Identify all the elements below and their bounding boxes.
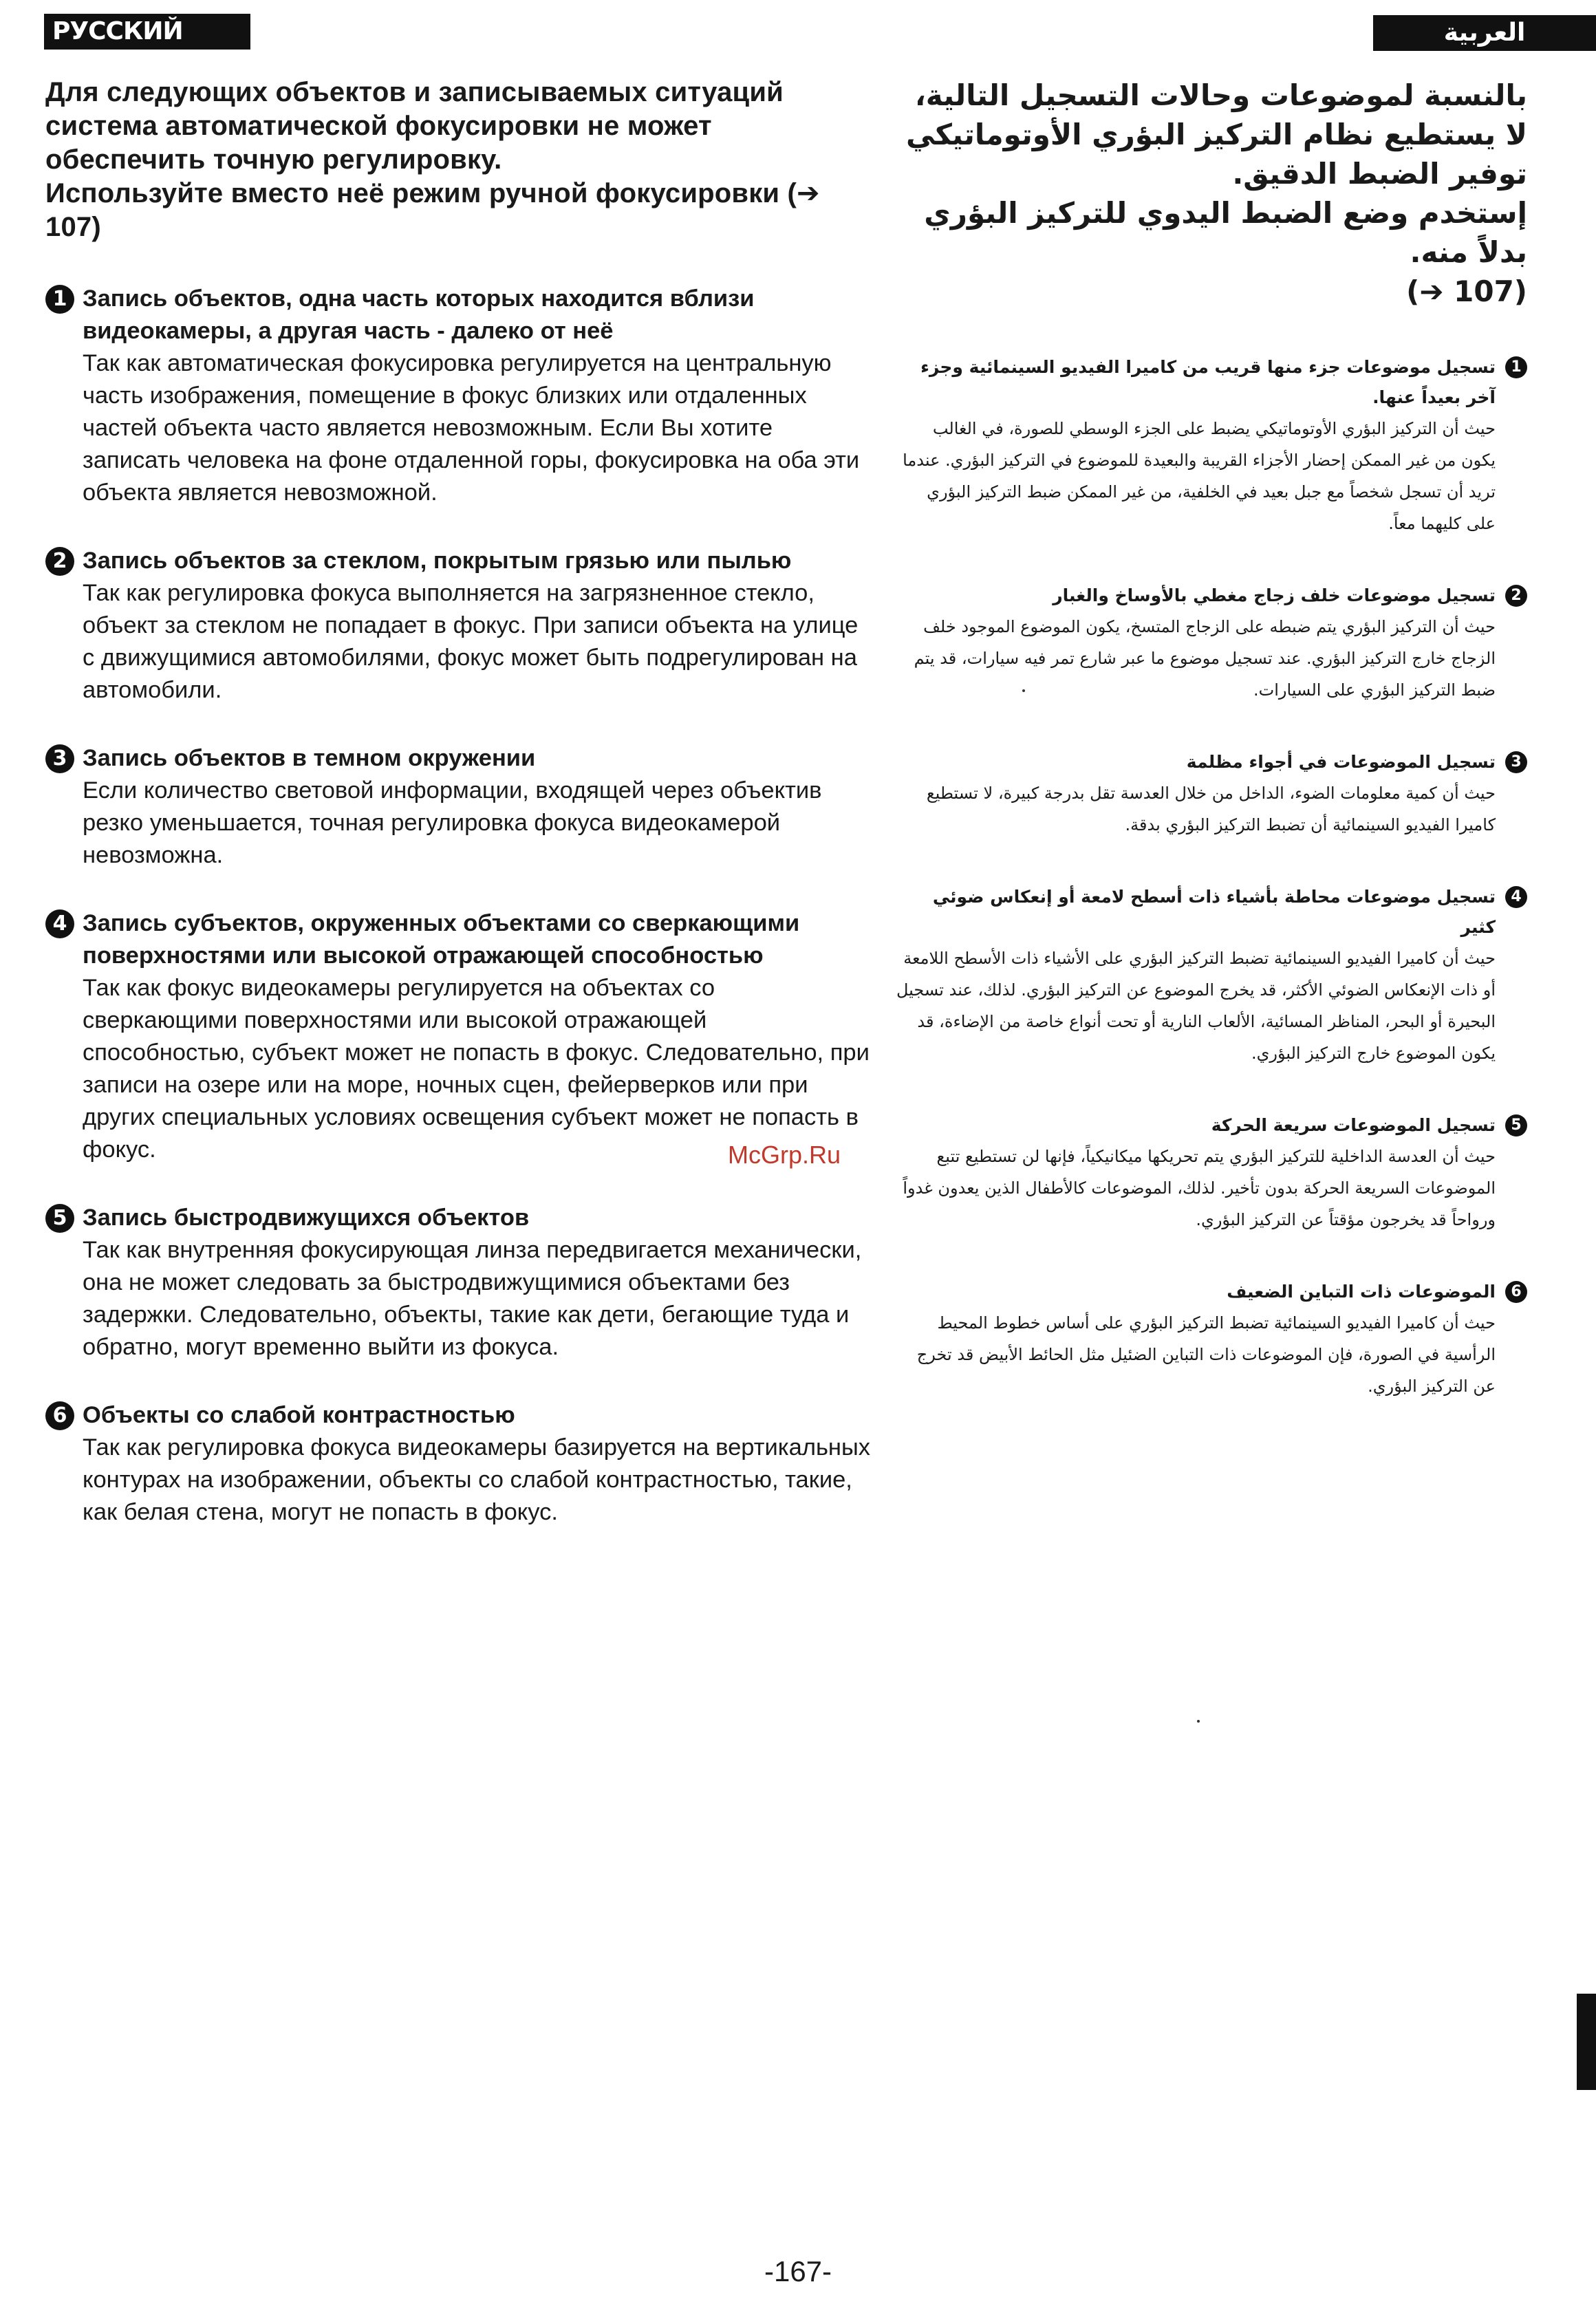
arabic-intro-line-2: إستخدم وضع الضبط اليدوي للتركيز البؤري بدلاً منه. (924, 196, 1527, 269)
arabic-intro (894, 76, 1527, 272)
arabic-section-6 (894, 1277, 1527, 1402)
section-title: تسجيل الموضوعات سريعة الحركة (1211, 1115, 1496, 1135)
section-body: حيث أن كاميرا الفيديو السينمائية تضبط التركيز البؤري على الأشياء ذات الأسطح اللامعة أو ذات الإنعكاس الضوئي الأكثر، قد يخرج الموضوع عن التركيز البؤري. لذلك، عند تسجيل البحيرة أو البحر، المناظر المسائية، الألعاب النارية أو تحت أنواع خاصة من الإضاءة، قد يكون الموضوع خارج التركيز البؤري. (896, 949, 1496, 1063)
section-title: Запись объектов за стеклом, покрытым грязью или пылью (83, 548, 792, 574)
russian-intro-line-2: Используйте вместо неё режим ручной фокусировки (➔ 107) (45, 178, 820, 242)
number-6-icon: 6 (45, 1401, 74, 1430)
arabic-language-tab: العربية (1373, 15, 1596, 51)
section-title: Запись субъектов, окруженных объектами со сверкающими поверхностями или высокой отражающей способностью (83, 910, 800, 969)
number-5-icon: 5 (1505, 1114, 1527, 1136)
russian-intro-line-1: Для следующих объектов и записываемых ситуаций система автоматической фокусировки не может обеспечить точную регулировку. (45, 77, 784, 175)
number-4-icon: 4 (1505, 886, 1527, 908)
number-5-icon: 5 (45, 1204, 74, 1233)
russian-section-3 (45, 742, 871, 872)
section-title: تسجيل موضوعات جزء منها قريب من كاميرا الفيديو السينمائية وجزء آخر بعيداً عنها. (920, 357, 1496, 407)
section-body: حيث أن التركيز البؤري يتم ضبطه على الزجاج المتسخ، يكون الموضوع الموجود خلف الزجاج خارج التركيز البؤري. عند تسجيل موضوع ما عبر شارع تمر فيه سيارات، قد يتم ضبط التركيز البؤري على السيارات. (914, 617, 1496, 700)
section-body: Так как регулировка фокуса видеокамеры базируется на вертикальных контурах на изображении, объекты со слабой контрастностью, такие, как белая стена, могут не попасть в фокус. (83, 1434, 871, 1525)
arabic-section-5 (894, 1110, 1527, 1236)
section-title: تسجيل الموضوعات في أجواء مظلمة (1186, 752, 1496, 772)
watermark: McGrp.Ru (728, 1141, 841, 1169)
number-2-icon: 2 (1505, 585, 1527, 607)
section-title: تسجيل موضوعات خلف زجاج مغطي بالأوساخ والغبار (1053, 585, 1496, 605)
number-3-icon: 3 (1505, 751, 1527, 773)
arabic-section-3 (894, 747, 1527, 841)
arabic-section-2 (894, 581, 1527, 706)
russian-section-1 (45, 283, 871, 509)
russian-section-2 (45, 545, 871, 707)
section-body: Так как фокус видеокамеры регулируется на объектах со сверкающими поверхностями или высокой отражающей способностью, субъект может не попасть в фокус. Следовательно, при записи на озере или на море, ночных сцен, фейерверков или при других специальных условиях освещения субъект может не попасть в фокус. (83, 975, 870, 1163)
section-title: Объекты со слабой контрастностью (83, 1402, 515, 1428)
russian-intro (45, 76, 871, 244)
section-body: Так как регулировка фокуса выполняется на загрязненное стекло, объект за стеклом не попадает в фокус. При записи объекта на улице с движущимися автомобилями, фокус может быть подрегулирован на автомобили. (83, 580, 859, 703)
print-speck (1197, 1720, 1200, 1723)
number-6-icon: 6 (1505, 1281, 1527, 1303)
russian-sections (45, 283, 871, 1529)
section-title: الموضوعات ذات التباين الضعيف (1227, 1282, 1496, 1302)
russian-column (45, 76, 871, 1564)
section-title: تسجيل موضوعات محاطة بأشياء ذات أسطح لامعة أو إنعكاس ضوئي كثير (932, 887, 1496, 937)
number-1-icon: 1 (45, 285, 74, 314)
arabic-section-1 (894, 352, 1527, 539)
section-title: Запись объектов в темном окружении (83, 745, 536, 771)
section-title: Запись объектов, одна часть которых находится вблизи видеокамеры, а другая часть - далеко от неё (83, 285, 755, 344)
arabic-intro-reference: (➔ 107) (1406, 274, 1527, 308)
russian-section-5 (45, 1202, 871, 1364)
section-body: Так как внутренняя фокусирующая линза передвигается механически, она не может следовать за быстродвижущимися объектами без задержки. Следовательно, объекты, такие как дети, бегающие туда и обратно, могут временно выйти из фокуса. (83, 1237, 862, 1360)
arabic-column (894, 76, 1527, 1443)
section-body: حيث أن التركيز البؤري الأوتوماتيكي يضبط على الجزء الوسطي للصورة، في الغالب يكون من غير الممكن إحضار الأجزاء القريبة والبعيدة للموضوع في التركيز البؤري. عندما تريد أن تسجل شخصاً مع جبل بعيد في الخلفية، من غير الممكن ضبط التركيز البؤري على كليهما معاً. (903, 419, 1496, 533)
page-number: -167- (764, 2255, 832, 2287)
number-1-icon: 1 (1505, 356, 1527, 378)
number-3-icon: 3 (45, 744, 74, 773)
russian-section-4 (45, 907, 871, 1166)
section-title: Запись быстродвижущихся объектов (83, 1205, 530, 1231)
russian-language-tab: РУССКИЙ ЯЗЫК (44, 14, 250, 50)
print-speck (1022, 689, 1025, 692)
arabic-section-4 (894, 882, 1527, 1069)
number-2-icon: 2 (45, 547, 74, 576)
russian-section-6 (45, 1399, 871, 1529)
section-body: حيث أن كمية معلومات الضوء، الداخل من خلال العدسة تقل بدرجة كبيرة، لا تستطيع كاميرا الفيديو السينمائية أن تضبط التركيز البؤري بدقة. (926, 784, 1496, 834)
number-4-icon: 4 (45, 909, 74, 938)
section-body: حيث أن كاميرا الفيديو السينمائية تضبط التركيز البؤري على أساس خطوط المحيط الرأسية في الصورة، فإن الموضوعات ذات التباين الضئيل مثل الحائط الأبيض قد تخرج عن التركيز البؤري. (916, 1313, 1496, 1396)
section-body: Так как автоматическая фокусировка регулируется на центральную часть изображения, помещение в фокус близких или отдаленных частей объекта часто является невозможным. Если Вы хотите записать человека на фоне отдаленной горы, фокусировка на оба эти объекта является невозможной. (83, 350, 860, 506)
page-edge-tab (1577, 1994, 1596, 2090)
section-body: Если количество световой информации, входящей через объектив резко уменьшается, точная регулировка фокуса видеокамерой невозможна. (83, 777, 822, 868)
arabic-sections (894, 352, 1527, 1402)
section-body: حيث أن العدسة الداخلية للتركيز البؤري يتم تحريكها ميكانيكياً، فإنها لن تستطيع تتبع الموضوعات السريعة الحركة بدون تأخير. لذلك، الموضوعات كالأطفال الذين يعدون غدواً ورواحاً قد يخرجون مؤقتاً عن التركيز البؤري. (903, 1147, 1496, 1229)
arabic-intro-line-1: بالنسبة لموضوعات وحالات التسجيل التالية، لا يستطيع نظام التركيز البؤري الأوتوماتيكي توفير الضبط الدقيق. (906, 78, 1527, 191)
